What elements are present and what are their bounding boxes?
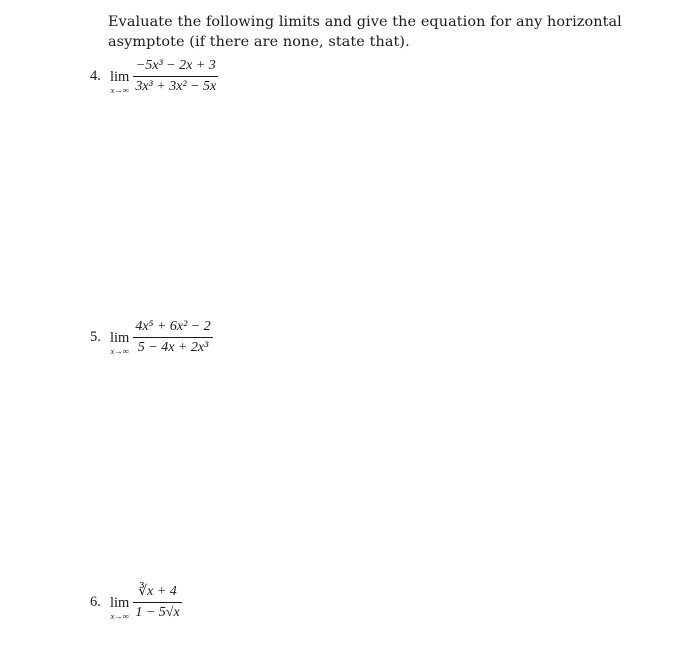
lim-subscript: x→∞ bbox=[110, 346, 129, 356]
denominator: 3x³ + 3x² − 5x bbox=[135, 79, 217, 94]
limit-operator bbox=[110, 331, 129, 356]
lim-label: lim bbox=[110, 330, 130, 346]
problem-number: 6. bbox=[90, 594, 101, 610]
fraction bbox=[133, 318, 212, 357]
problem-5 bbox=[90, 318, 213, 357]
limit-operator bbox=[110, 70, 129, 95]
denominator: 1 − 5√x bbox=[135, 605, 180, 620]
denominator: 5 − 4x + 2x³ bbox=[137, 340, 209, 355]
problem-number: 4. bbox=[90, 68, 101, 84]
fraction bbox=[133, 583, 181, 622]
numerator: −5x³ − 2x + 3 bbox=[135, 58, 216, 73]
numerator: ∛x + 4 bbox=[138, 584, 177, 599]
fraction bbox=[133, 57, 218, 96]
lim-label: lim bbox=[110, 69, 130, 85]
problem-4 bbox=[90, 57, 218, 96]
lim-subscript: x→∞ bbox=[110, 611, 129, 621]
limit-operator bbox=[110, 596, 129, 621]
lim-subscript: x→∞ bbox=[110, 85, 129, 95]
instructions-text: Evaluate the following limits and give the equation for any horizontal asymptote (if there are none, state that). bbox=[108, 14, 622, 50]
problem-number: 5. bbox=[90, 329, 101, 345]
numerator: 4x⁵ + 6x² − 2 bbox=[135, 319, 211, 334]
lim-label: lim bbox=[110, 595, 130, 611]
problem-6 bbox=[90, 583, 182, 622]
